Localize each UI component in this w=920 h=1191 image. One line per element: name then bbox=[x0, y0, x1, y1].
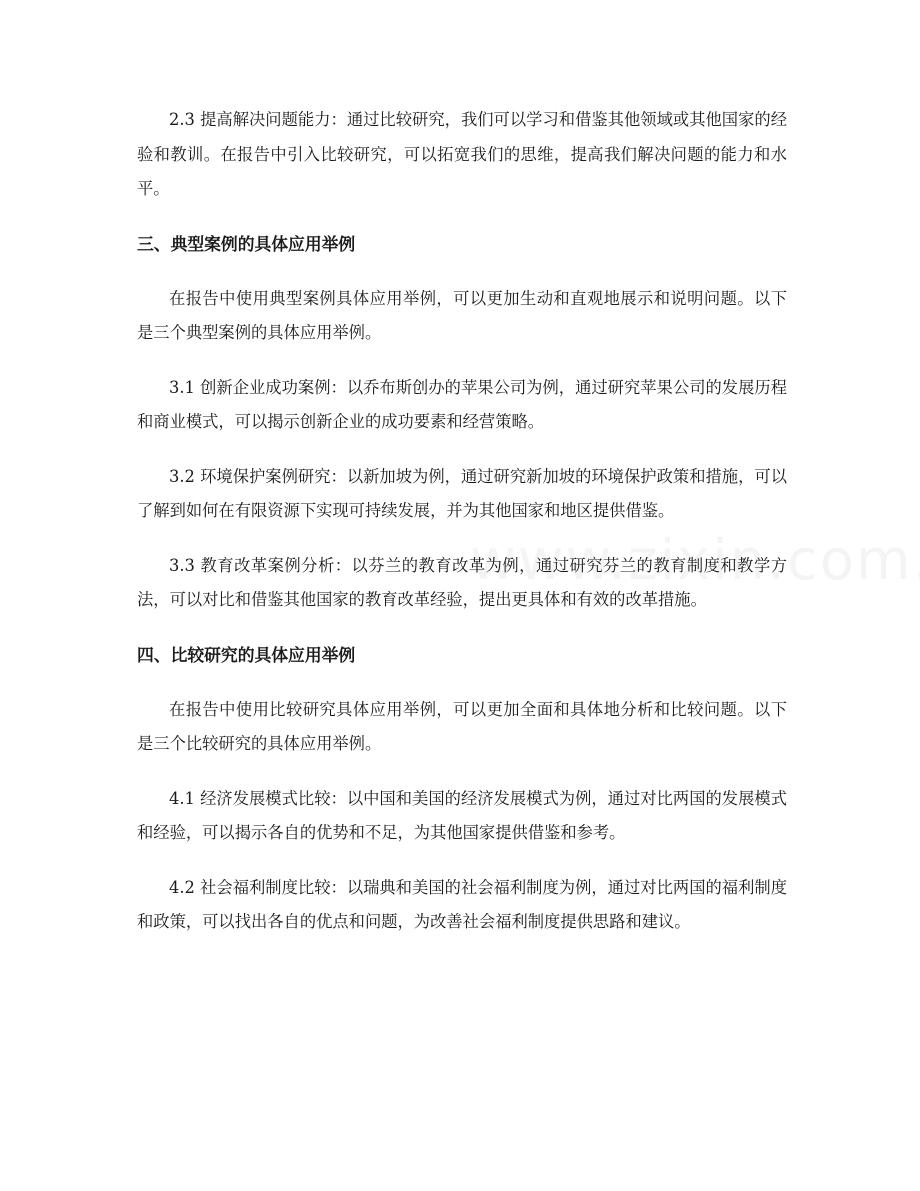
paragraph-3-3: 3.3 教育改革案例分析：以芬兰的教育改革为例，通过研究芬兰的教育制度和教学方法，可以对比和借鉴其他国家的教育改革经验，提出更具体和有效的改革措施。 bbox=[137, 555, 787, 609]
paragraph-3-2: 3.2 环境保护案例研究：以新加坡为例，通过研究新加坡的环境保护政策和措施，可以了解到如何在有限资源下实现可持续发展，并为其他国家和地区提供借鉴。 bbox=[137, 466, 787, 520]
paragraph-4-1: 4.1 经济发展模式比较：以中国和美国的经济发展模式为例，通过对比两国的发展模式和经验，可以揭示各自的优势和不足，为其他国家提供借鉴和参考。 bbox=[137, 788, 787, 842]
document-page bbox=[137, 103, 787, 960]
section-heading-3: 三、典型案例的具体应用举例 bbox=[137, 233, 356, 254]
paragraph-3-1: 3.1 创新企业成功案例：以乔布斯创办的苹果公司为例，通过研究苹果公司的发展历程和商业模式，可以揭示创新企业的成功要素和经营策略。 bbox=[137, 377, 787, 431]
paragraph-section-3-intro: 在报告中使用典型案例具体应用举例，可以更加生动和直观地展示和说明问题。以下是三个典型案例的具体应用举例。 bbox=[137, 288, 787, 342]
section-heading-4: 四、比较研究的具体应用举例 bbox=[137, 644, 356, 665]
paragraph-4-2: 4.2 社会福利制度比较：以瑞典和美国的社会福利制度为例，通过对比两国的福利制度和政策，可以找出各自的优点和问题，为改善社会福利制度提供思路和建议。 bbox=[137, 877, 787, 931]
paragraph-section-4-intro: 在报告中使用比较研究具体应用举例，可以更加全面和具体地分析和比较问题。以下是三个比较研究的具体应用举例。 bbox=[137, 699, 787, 753]
paragraph-2-3: 2.3 提高解决问题能力：通过比较研究，我们可以学习和借鉴其他领域或其他国家的经验和教训。在报告中引入比较研究，可以拓宽我们的思维，提高我们解决问题的能力和水平。 bbox=[137, 110, 787, 198]
